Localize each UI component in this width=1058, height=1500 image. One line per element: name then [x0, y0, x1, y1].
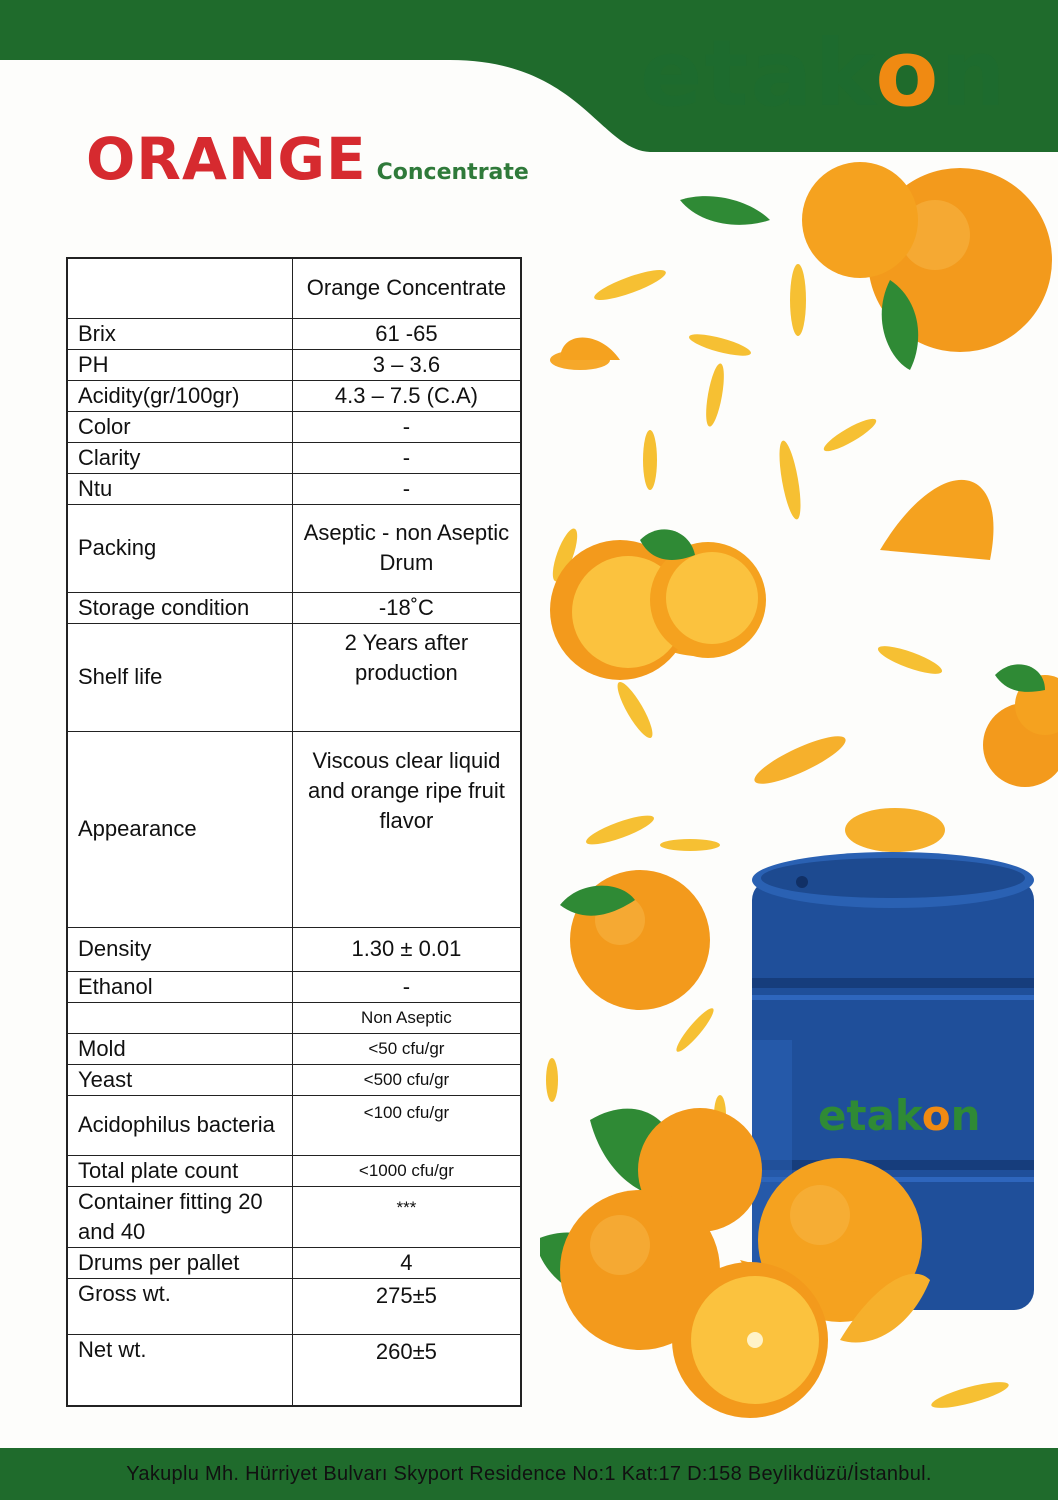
- row-label: Color: [67, 411, 292, 442]
- spec-table: [66, 257, 522, 1407]
- orange-wedge-icon: [560, 338, 620, 361]
- orange-fruit-icon: [802, 162, 918, 278]
- peel-slice-icon: [875, 641, 944, 679]
- row-value: ***: [292, 1186, 521, 1247]
- leaf-icon: [995, 664, 1045, 692]
- row-label: Ntu: [67, 473, 292, 504]
- row-label: Yeast: [67, 1064, 292, 1095]
- row-label: Total plate count: [67, 1155, 292, 1186]
- leaf-icon: [680, 196, 770, 225]
- row-value: <500 cfu/gr: [292, 1064, 521, 1095]
- row-value: 3 – 3.6: [292, 349, 521, 380]
- row-value: 61 -65: [292, 318, 521, 349]
- row-label: Storage condition: [67, 592, 292, 623]
- title-main: ORANGE: [86, 125, 367, 193]
- row-value: Non Aseptic: [292, 1002, 521, 1033]
- row-value: <50 cfu/gr: [292, 1033, 521, 1064]
- row-label: Clarity: [67, 442, 292, 473]
- row-label: Container fitting 20 and 40: [67, 1186, 292, 1247]
- peel-slice-icon: [703, 362, 728, 427]
- row-label: Gross wt.: [67, 1278, 292, 1334]
- row-label: Mold: [67, 1033, 292, 1064]
- orange-slice-icon: [845, 808, 945, 852]
- row-value: <100 cfu/gr: [292, 1095, 521, 1155]
- peel-slice-icon: [643, 430, 657, 490]
- row-label: Drums per pallet: [67, 1247, 292, 1278]
- row-label: Acidity(gr/100gr): [67, 380, 292, 411]
- peel-slice-icon: [583, 810, 656, 850]
- row-value: 1.30 ± 0.01: [292, 927, 521, 971]
- row-value: -: [292, 473, 521, 504]
- footer-address: Yakuplu Mh. Hürriyet Bulvarı Skyport Residence No:1 Kat:17 D:158 Beylikdüzü/İstanbul.: [0, 1448, 1058, 1500]
- row-value: 260±5: [292, 1334, 521, 1406]
- peel-slice-icon: [929, 1377, 1010, 1413]
- row-value: 275±5: [292, 1278, 521, 1334]
- peel-slice-icon: [546, 1058, 558, 1102]
- peel-slice-icon: [612, 678, 658, 741]
- row-value: 4.3 – 7.5 (C.A): [292, 380, 521, 411]
- row-label: Acidophilus bacteria: [67, 1095, 292, 1155]
- row-value: -18˚C: [292, 592, 521, 623]
- row-label: Density: [67, 927, 292, 971]
- row-value: -: [292, 411, 521, 442]
- peel-slice-icon: [687, 330, 752, 360]
- row-label: [67, 1002, 292, 1033]
- row-value: Aseptic - non Aseptic Drum: [292, 504, 521, 592]
- row-value: 4: [292, 1247, 521, 1278]
- row-value: -: [292, 971, 521, 1002]
- peel-slice-icon: [775, 439, 805, 521]
- row-value: <1000 cfu/gr: [292, 1155, 521, 1186]
- peel-slice-icon: [592, 264, 669, 305]
- table-header-product: Orange Concentrate: [292, 258, 521, 318]
- row-label: Packing: [67, 504, 292, 592]
- orange-illustration: [540, 160, 1058, 1450]
- peel-slice-icon: [821, 414, 880, 456]
- orange-wedge-icon: [880, 480, 993, 560]
- row-value: Viscous clear liquid and orange ripe fruit flavor: [292, 731, 521, 927]
- product-title: [86, 125, 529, 193]
- peel-slice-icon: [672, 1005, 717, 1056]
- row-label: Appearance: [67, 731, 292, 927]
- row-label: Brix: [67, 318, 292, 349]
- peel-slice-icon: [790, 264, 806, 336]
- peel-slice-icon: [750, 728, 851, 792]
- drum-logo: etakon: [818, 1091, 981, 1140]
- row-label: PH: [67, 349, 292, 380]
- title-sub: Concentrate: [376, 160, 529, 185]
- row-label: Net wt.: [67, 1334, 292, 1406]
- row-label: Ethanol: [67, 971, 292, 1002]
- row-value: -: [292, 442, 521, 473]
- peel-slice-icon: [660, 839, 720, 851]
- brand-logo: etakon: [640, 20, 1008, 127]
- row-label: Shelf life: [67, 623, 292, 731]
- row-value: 2 Years after production: [292, 623, 521, 731]
